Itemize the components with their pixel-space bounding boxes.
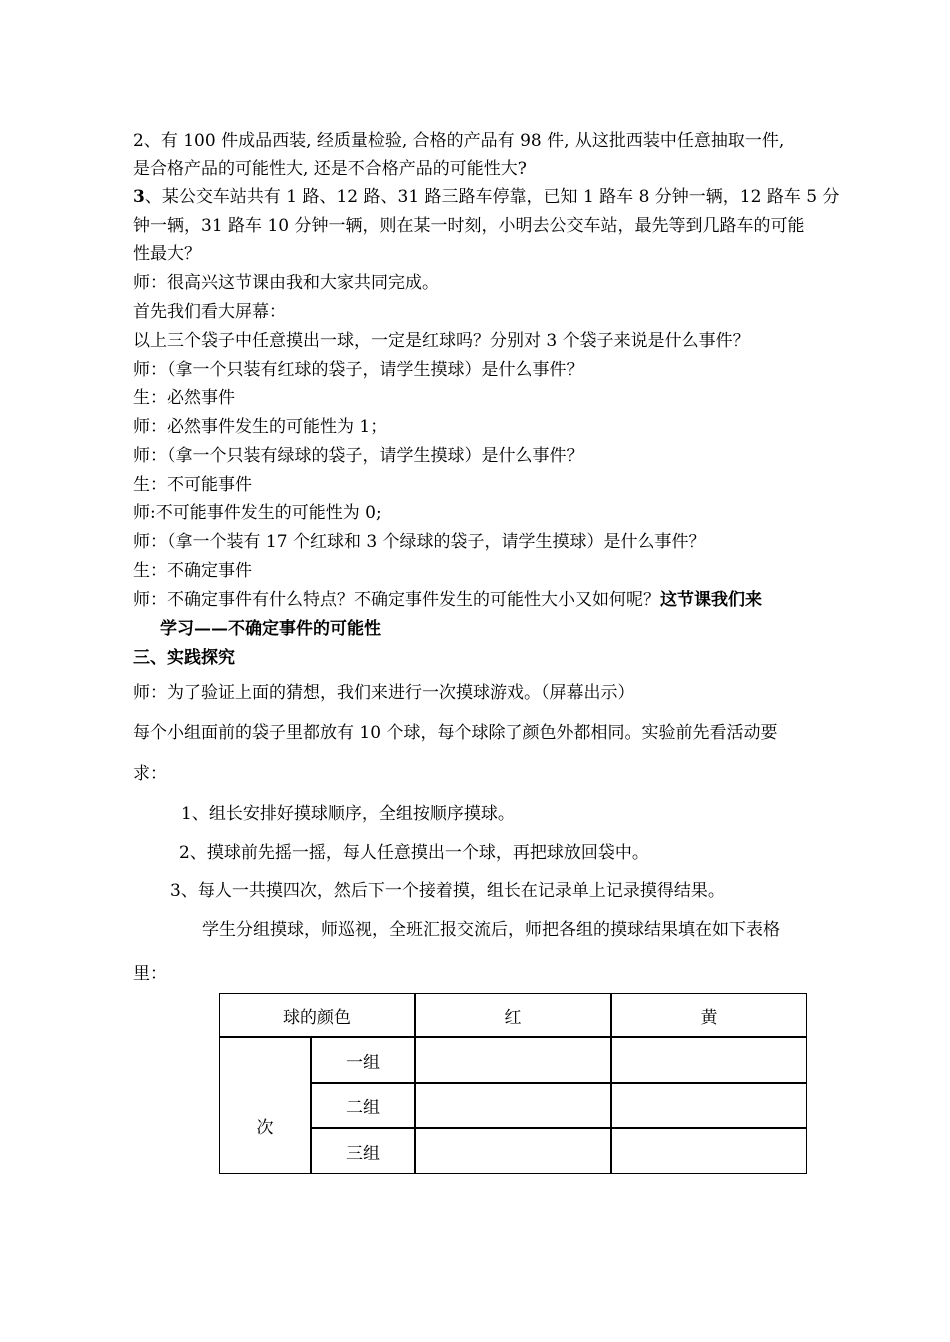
question-3-text: 、某公交车站共有 1 路、12 路、31 路三路车停靠，已知 1 路车 8 分钟一辆，12 路车 5 分 [144,187,840,207]
group-3-red-cell [415,1128,611,1174]
teacher-line-mixed-bag: 师：（拿一个装有 17 个红球和 3 个绿球的袋子，请学生摸球）是什么事件？ [133,532,706,552]
question-3-line-1 [133,187,839,207]
setup-line-1: 每个小组面前的袋子里都放有 10 个球，每个球除了颜色外都相同。实验前先看活动要 [133,723,778,743]
student-line-certain: 生：必然事件 [133,388,235,408]
summary-line-2: 里： [133,964,167,984]
header-yellow: 黄 [611,993,807,1037]
group-2-label: 二组 [311,1083,415,1129]
setup-line-2: 求： [133,764,167,784]
question-3-number: 3 [133,187,145,207]
question-3-line-2: 钟一辆，31 路车 10 分钟一辆，则在某一时刻，小明去公交车站，最先等到几路车的可能 [133,216,805,236]
student-line-impossible: 生：不可能事件 [133,475,252,495]
teacher-line-green-bag: 师：（拿一个只装有绿球的袋子，请学生摸球）是什么事件？ [133,446,584,466]
lesson-topic-intro: 这节课我们来 [660,590,762,610]
rule-1: 1、组长安排好摸球顺序，全组按顺序摸球。 [181,804,515,824]
group-3-label: 三组 [311,1128,415,1174]
teacher-line-probability-0: 师:不可能事件发生的可能性为 0; [133,503,382,523]
summary-line-1: 学生分组摸球，师巡视，全班汇报交流后，师把各组的摸球结果填在如下表格 [202,920,780,940]
question-2-line-2: 是合格产品的可能性大, 还是不合格产品的可能性大? [133,159,527,179]
question-3-line-3: 性最大？ [133,244,201,264]
results-table [219,993,807,1174]
question-2-line-1: 2、有 100 件成品西装, 经质量检验, 合格的产品有 98 件, 从这批西装中任意抽取一件, [133,131,785,151]
teacher-line-red-bag: 师：（拿一个只装有红球的袋子，请学生摸球）是什么事件？ [133,360,584,380]
group-2-yellow-cell [611,1083,807,1129]
row-group-label: 次 [219,1037,311,1174]
header-red: 红 [415,993,611,1037]
rule-2: 2、摸球前先摇一摇，每人任意摸出一个球，再把球放回袋中。 [179,843,649,863]
group-3-yellow-cell [611,1128,807,1174]
group-2-red-cell [415,1083,611,1129]
teacher-line-1: 师：很高兴这节课由我和大家共同完成。 [133,273,439,293]
teacher-question-text: 师：不确定事件有什么特点？不确定事件发生的可能性大小又如何呢？ [133,590,660,610]
prompt-line: 以上三个袋子中任意摸出一球，一定是红球吗？分别对 3 个袋子来说是什么事件？ [133,331,750,351]
group-1-yellow-cell [611,1037,807,1083]
group-1-label: 一组 [311,1037,415,1083]
section-heading: 三、实践探究 [133,648,235,668]
student-line-uncertain: 生：不确定事件 [133,561,252,581]
header-ball-color: 球的颜色 [219,993,415,1037]
group-1-red-cell [415,1037,611,1083]
teacher-line-2: 首先我们看大屏幕： [133,302,286,322]
lesson-topic: 学习——不确定事件的可能性 [160,619,381,639]
rule-3: 3、每人一共摸四次，然后下一个接着摸，组长在记录单上记录摸得结果。 [170,881,725,901]
teacher-line-question [133,590,762,610]
teacher-line-probability-1: 师：必然事件发生的可能性为 1； [133,417,388,437]
teacher-line-game: 师：为了验证上面的猜想，我们来进行一次摸球游戏。（屏幕出示） [133,683,635,703]
